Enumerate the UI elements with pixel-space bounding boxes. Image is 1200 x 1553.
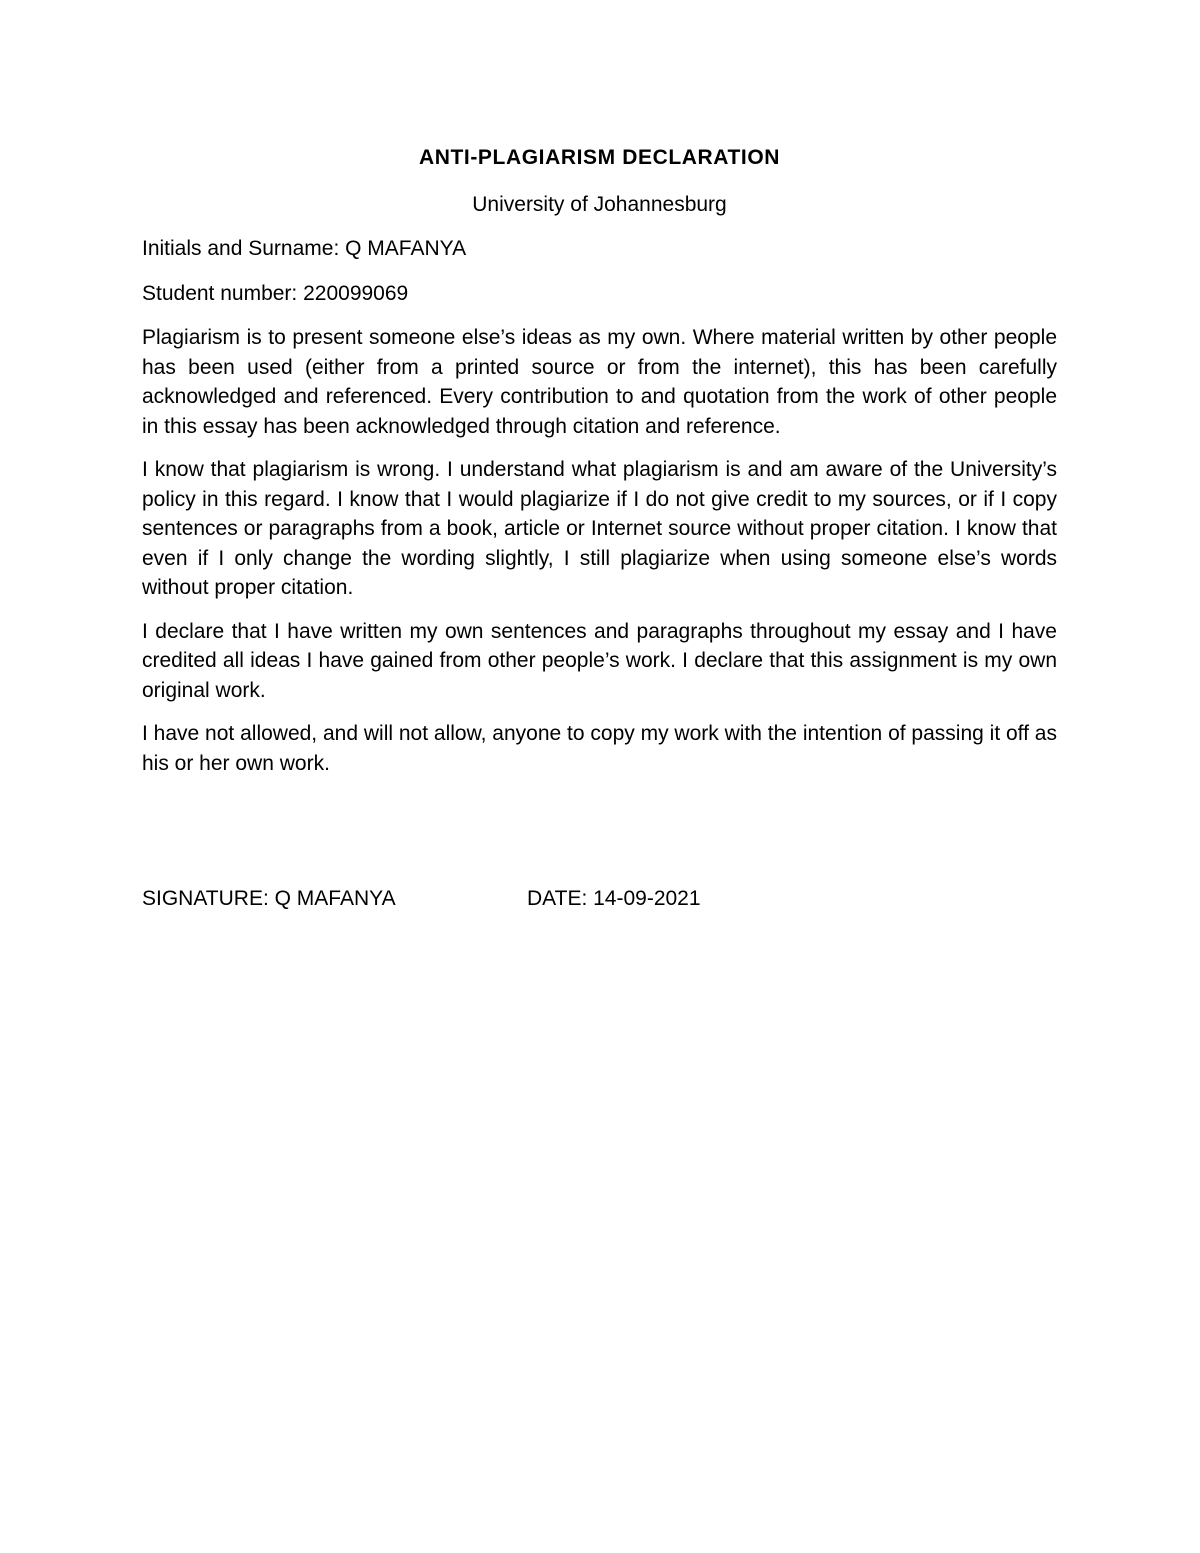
paragraph-understanding: I know that plagiarism is wrong. I understand what plagiarism is and am aware of the University’s policy in this regard. I know that I would plagiarize if I do not give credit to my sources, or if I copy sentences or paragraphs from a book, article or Internet source without proper citation. I know that even if I only change the wording slightly, I still plagiarize when using someone else’s words without proper citation. <box>142 458 1057 599</box>
paragraph-copy-permission: I have not allowed, and will not allow, anyone to copy my work with the intention of passing it off as his or her own work. <box>142 722 1057 775</box>
paragraph-definition: Plagiarism is to present someone else’s ideas as my own. Where material written by other people has been used (either from a printed source or from the internet), this has been carefully acknowledged and referenced. Every contribution to and quotation from the work of other people in this essay has been acknowledged through citation and reference. <box>142 326 1057 438</box>
student-number-field: Student number: 220099069 <box>142 282 409 305</box>
document-body <box>142 142 1057 910</box>
paragraph-declaration: I declare that I have written my own sentences and paragraphs throughout my essay and I have credited all ideas I have gained from other people’s work. I declare that this assignment is my own original work. <box>142 619 1057 702</box>
document-title: ANTI-PLAGIARISM DECLARATION <box>418 146 781 169</box>
institution-name: University of Johannesburg <box>472 193 727 216</box>
initials-surname-field: Initials and Surname: Q MAFANYA <box>142 237 467 260</box>
signature-line: SIGNATURE: Q MAFANYA <box>142 887 396 910</box>
date-line: DATE: 14-09-2021 <box>527 887 701 910</box>
